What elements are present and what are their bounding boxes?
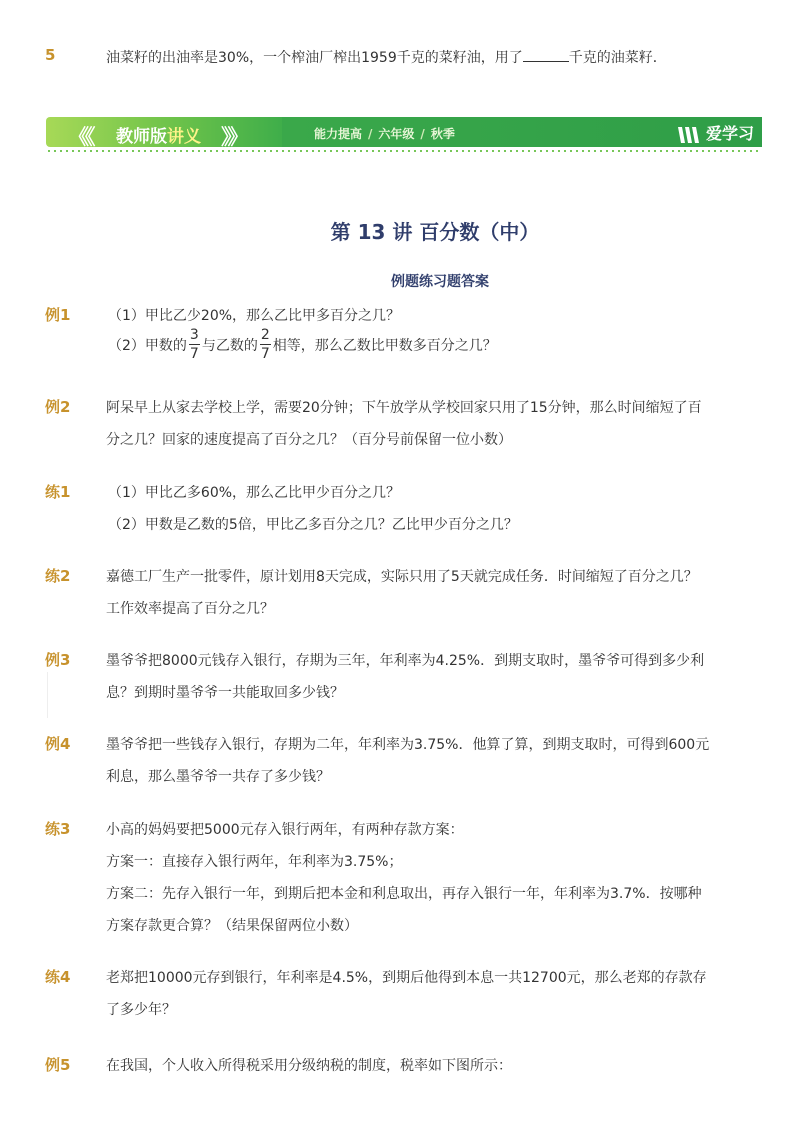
question-number: 5: [45, 46, 56, 64]
fraction-numerator: 3: [189, 327, 199, 343]
item-li3-line2: 息？到期时墨爷爷一共能取回多少钱？: [106, 685, 344, 701]
item-lian3-line2: 方案一：直接存入银行两年，年利率为3.75%；: [106, 854, 403, 870]
item-lian2-line2: 工作效率提高了百分之几？: [106, 601, 274, 617]
breadcrumb: [314, 125, 455, 142]
banner-left-panel: [46, 117, 282, 147]
item-li5-line1: 在我国，个人收入所得税采用分级纳税的制度，税率如下图所示：: [106, 1058, 512, 1074]
banner-title-part2: 讲义: [167, 127, 201, 147]
item-li2-line2: 分之几？回家的速度提高了百分之几？（百分号前保留一位小数）: [106, 432, 512, 448]
fraction-denominator: 7: [260, 346, 270, 362]
brand-name: 爱学习: [705, 124, 754, 143]
fraction-2-7: [260, 328, 271, 361]
item-li1-line2: [108, 328, 497, 361]
item-divider: [47, 672, 48, 718]
page-title: 第 13 讲 百分数（中）: [330, 220, 540, 244]
item-li1-line1: （1）甲比乙少20%，那么乙比甲多百分之几？: [108, 308, 401, 324]
banner-divider: [46, 150, 762, 152]
li1-line2-part-b: 与乙数的: [201, 337, 258, 354]
question-text: [106, 47, 667, 67]
fraction-denominator: 7: [189, 346, 199, 362]
item-label-li2: 例2: [45, 398, 71, 416]
fraction-numerator: 2: [260, 327, 270, 343]
item-label-lian2: 练2: [45, 567, 71, 585]
brand-logo: [676, 121, 754, 145]
question-text-before: 油菜籽的出油率是30%，一个榨油厂榨出1959千克的菜籽油，用了: [106, 50, 523, 66]
item-lian4-line1: 老郑把10000元存到银行，年利率是4.5%，到期后他得到本息一共12700元，那么老郑的存款存: [106, 970, 707, 986]
li1-line2-part-c: 相等，那么乙数比甲数多百分之几？: [272, 337, 497, 354]
fraction-3-7: [189, 328, 200, 361]
item-li4-line1: 墨爷爷把一些钱存入银行，存期为二年，年利率为3.75%．他算了算，到期支取时，可得到600元: [106, 737, 710, 753]
breadcrumb-item-grade: 六年级: [378, 127, 415, 141]
lecture-banner: [46, 117, 762, 147]
breadcrumb-separator: /: [368, 127, 373, 141]
item-label-li4: 例4: [45, 735, 71, 753]
item-label-lian4: 练4: [45, 968, 71, 986]
breadcrumb-item-season: 秋季: [430, 127, 455, 141]
item-li2-line1: 阿呆早上从家去学校上学，需要20分钟；下午放学从学校回家只用了15分钟，那么时间缩短了百: [106, 400, 702, 416]
chevron-left-icon: 《《: [68, 125, 92, 149]
item-lian3-line1: 小高的妈妈要把5000元存入银行两年，有两种存款方案：: [106, 822, 464, 838]
banner-title-part1: 教师版: [116, 127, 167, 147]
answer-blank: [523, 49, 569, 62]
item-label-li1: 例1: [45, 306, 71, 324]
item-label-li3: 例3: [45, 651, 71, 669]
breadcrumb-item-ability: 能力提高: [314, 127, 363, 141]
item-li4-line2: 利息，那么墨爷爷一共存了多少钱？: [106, 769, 330, 785]
item-label-li5: 例5: [45, 1056, 71, 1074]
item-lian1-line1: （1）甲比乙多60%，那么乙比甲少百分之几？: [108, 485, 401, 501]
question-text-after: 千克的油菜籽．: [568, 50, 667, 66]
item-lian3-line3: 方案二：先存入银行一年，到期后把本金和利息取出，再存入银行一年，年利率为3.7%．按哪种: [106, 886, 702, 902]
item-lian3-line4: 方案存款更合算？（结果保留两位小数）: [106, 918, 358, 934]
item-label-lian1: 练1: [45, 483, 71, 501]
item-lian1-line2: （2）甲数是乙数的5倍，甲比乙多百分之几？乙比甲少百分之几？: [108, 517, 518, 533]
item-lian2-line1: 嘉德工厂生产一批零件，原计划用8天完成，实际只用了5天就完成任务．时间缩短了百分之几？: [106, 569, 698, 585]
item-lian4-line2: 了多少年？: [106, 1002, 176, 1018]
breadcrumb-separator: /: [420, 127, 425, 141]
item-label-lian3: 练3: [45, 820, 71, 838]
item-li3-line1: 墨爷爷把8000元钱存入银行，存期为三年，年利率为4.25%．到期支取时，墨爷爷可得到多少利: [106, 653, 705, 669]
chevron-right-icon: 》》: [221, 125, 245, 149]
banner-title: [116, 122, 201, 147]
li1-line2-part-a: （2）甲数的: [108, 337, 187, 354]
brand-logo-icon: [676, 125, 702, 145]
section-title: 例题练习题答案: [391, 274, 489, 290]
